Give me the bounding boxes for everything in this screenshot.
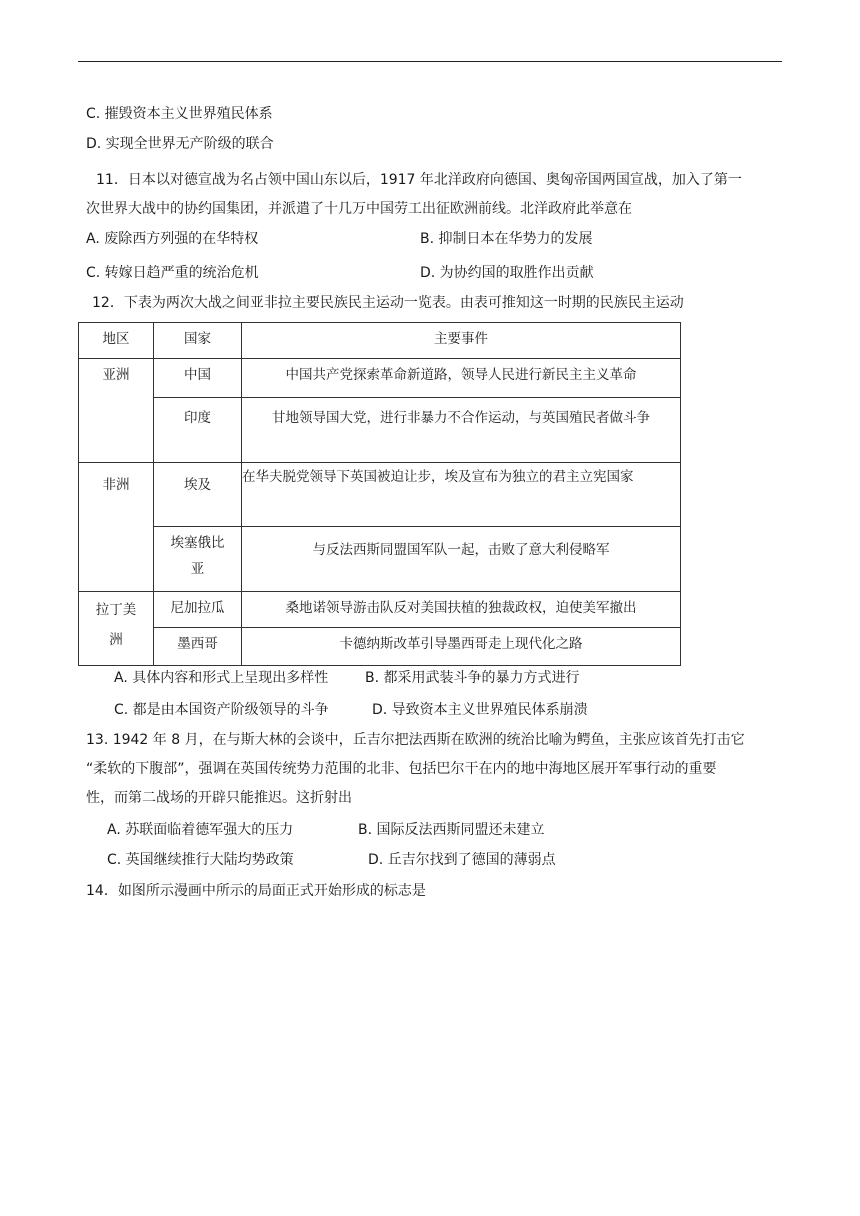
event-ethiopia: 与反法西斯同盟国军队一起，击败了意大利侵略军 [242,527,681,592]
country-egypt: 埃及 [154,463,242,527]
country-ethiopia-line1: 埃塞俄比 [170,535,225,551]
q11-stem-line2: 次世界大战中的协约国集团，并派遣了十几万中国劳工出征欧洲前线。北洋政府此举意在 [86,201,632,217]
q13-option-d[interactable]: D. 丘吉尔找到了德国的薄弱点 [368,852,556,868]
q13-option-a[interactable]: A. 苏联面临着德军强大的压力 [107,822,294,838]
country-ethiopia [154,527,242,592]
q11-stem-line1: 11．日本以对德宣战为名占领中国山东以后，1917 年北洋政府向德国、奥匈帝国两国宣战，加入了第一 [96,172,742,188]
event-egypt: 在华夫脱党领导下英国被迫让步，埃及宣布为独立的君主立宪国家 [242,463,681,527]
country-china: 中国 [154,359,242,398]
table-header-event: 主要事件 [242,323,681,359]
table-row [79,628,681,666]
event-nicaragua: 桑地诺领导游击队反对美国扶植的独裁政权，迫使美军撤出 [242,592,681,628]
table-row [79,359,681,398]
q11-option-b[interactable]: B. 抑制日本在华势力的发展 [420,231,593,247]
event-mexico: 卡德纳斯改革引导墨西哥走上现代化之路 [242,628,681,666]
table-header-country: 国家 [154,323,242,359]
table-row [79,527,681,592]
q12-stem: 12．下表为两次大战之间亚非拉主要民族民主运动一览表。由表可推知这一时期的民族民主运动 [92,295,684,311]
q12-option-b[interactable]: B. 都采用武装斗争的暴力方式进行 [365,670,580,686]
q14-stem: 14．如图所示漫画中所示的局面正式开始形成的标志是 [86,883,426,899]
country-ethiopia-line2: 亚 [190,561,205,577]
table-row [79,463,681,527]
q13-option-c[interactable]: C. 英国继续推行大陆均势政策 [107,852,294,868]
region-latam-line1: 拉丁美 [95,602,137,618]
q11-option-c[interactable]: C. 转嫁日趋严重的统治危机 [86,265,259,281]
country-india: 印度 [154,398,242,463]
table-row [79,398,681,463]
region-latam-line2: 洲 [109,632,123,648]
q10-option-d[interactable]: D. 实现全世界无产阶级的联合 [86,136,274,152]
q13-stem-line2: “柔软的下腹部”，强调在英国传统势力范围的北非、包括巴尔干在内的地中海地区展开军事行动的重要 [86,761,717,777]
country-nicaragua: 尼加拉瓜 [154,592,242,628]
event-china: 中国共产党探索革命新道路，领导人民进行新民主主义革命 [242,359,681,398]
region-africa: 非洲 [79,463,154,592]
header-rule [78,61,782,62]
country-mexico: 墨西哥 [154,628,242,666]
region-asia: 亚洲 [79,359,154,463]
q11-option-d[interactable]: D. 为协约国的取胜作出贡献 [420,265,594,281]
q11-option-a[interactable]: A. 废除西方列强的在华特权 [86,231,259,247]
event-india: 甘地领导国大党，进行非暴力不合作运动，与英国殖民者做斗争 [242,398,681,463]
table-row [79,592,681,628]
q12-option-c[interactable]: C. 都是由本国资产阶级领导的斗争 [114,702,329,718]
q12-option-a[interactable]: A. 具体内容和形式上呈现出多样性 [114,670,329,686]
movements-table [78,322,681,666]
cartoon-figure-placeholder [78,905,782,1195]
region-latin-america [79,592,154,666]
q13-stem-line1: 13. 1942 年 8 月，在与斯大林的会谈中，丘吉尔把法西斯在欧洲的统治比喻为鳄鱼，主张应该首先打击它 [86,732,745,748]
table-header-region: 地区 [79,323,154,359]
q13-stem-line3: 性，而第二战场的开辟只能推迟。这折射出 [86,790,352,806]
q10-option-c[interactable]: C. 摧毁资本主义世界殖民体系 [86,106,273,122]
q13-option-b[interactable]: B. 国际反法西斯同盟还未建立 [358,822,545,838]
q12-option-d[interactable]: D. 导致资本主义世界殖民体系崩溃 [372,702,588,718]
